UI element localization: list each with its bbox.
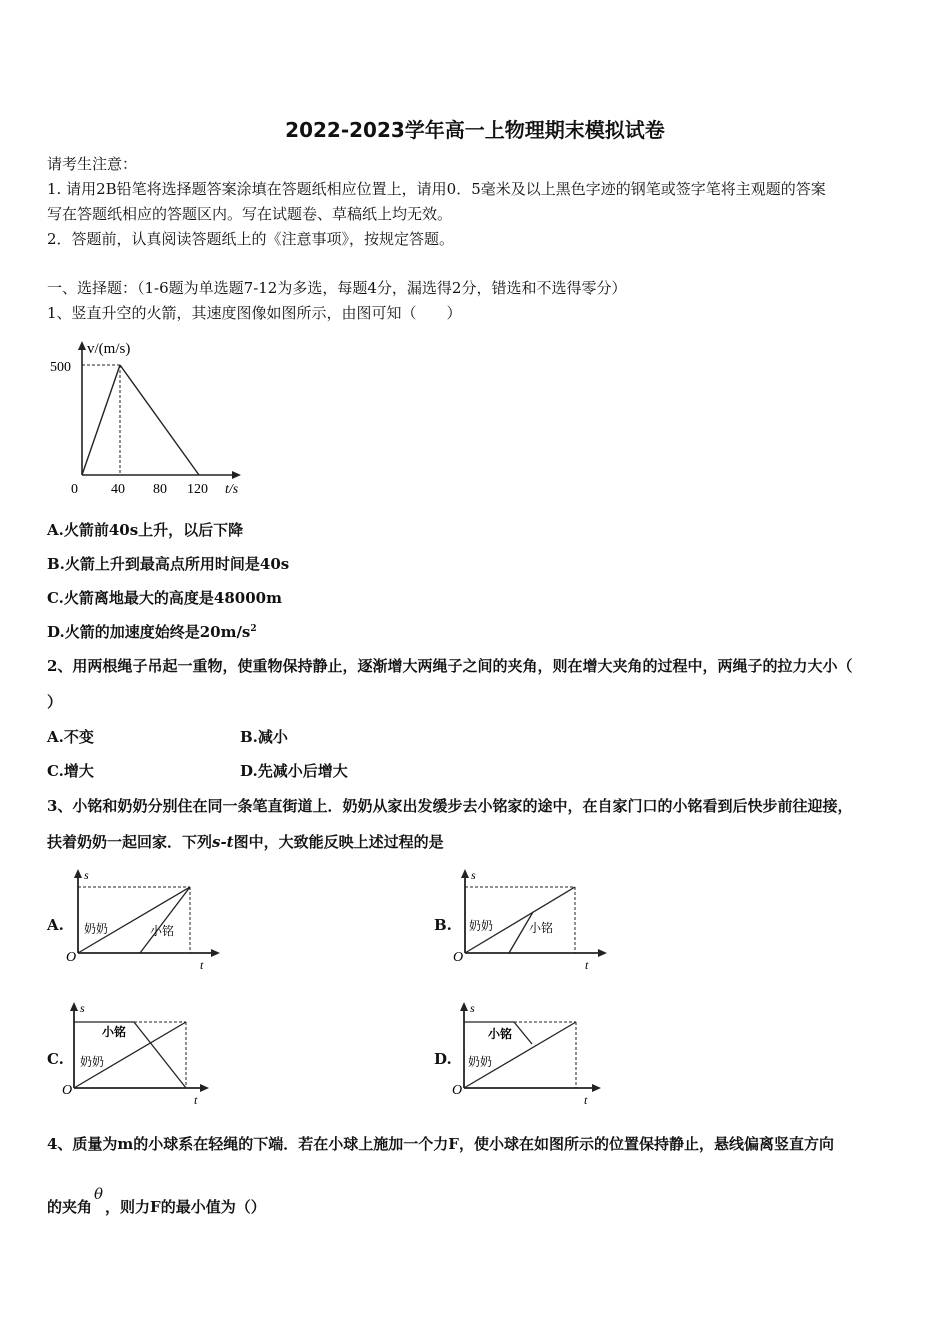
q1-option-c[interactable]: C.火箭离地最大的高度是48000m <box>47 589 282 607</box>
q3-b-grandma: 奶奶 <box>469 919 494 933</box>
q4-stem: 4、质量为m的小球系在轻绳的下端．若在小球上施加一个力F，使小球在如图所示的位置保持静止，悬线偏离竖直方向 <box>47 1135 834 1153</box>
notice-line-1a: 1. 请用2B铅笔将选择题答案涂填在答题纸相应位置上，请用0．5毫米及以上黑色字迹的钢笔或签字笔将主观题的答案 <box>47 180 826 198</box>
q1-option-d-text: D.火箭的加速度始终是20m/s <box>47 623 251 641</box>
q1-option-d[interactable] <box>47 621 257 642</box>
q1-y-tick-500: 500 <box>50 360 71 375</box>
q3-label-d[interactable]: D. <box>434 1050 452 1068</box>
q2-option-d[interactable]: D.先减小后增大 <box>240 762 348 780</box>
q3-stem-2a: 扶着奶奶一起回家．下列 <box>47 833 213 851</box>
q1-ylabel: v/(m/s) <box>87 341 131 357</box>
q1-x-tick-80: 80 <box>153 482 167 497</box>
q3-a-axis-s: s <box>84 868 89 882</box>
q2-option-b[interactable]: B.减小 <box>240 728 288 746</box>
q1-x-tick-120: 120 <box>187 482 208 497</box>
q3-b-axis-t: t <box>585 958 589 972</box>
page-title: 2022-2023学年高一上物理期末模拟试卷 <box>285 118 665 142</box>
q2-stem: 2、用两根绳子吊起一重物，使重物保持静止，逐渐增大两绳子之间的夹角，则在增大夹角的过程中，两绳子的拉力大小（ <box>47 657 853 675</box>
q1-option-b[interactable]: B.火箭上升到最高点所用时间是40s <box>47 555 290 573</box>
q4-line-2 <box>47 1185 266 1217</box>
q3-b-axis-s: s <box>471 868 476 882</box>
q3-d-axis-t: t <box>584 1093 588 1107</box>
notice-heading: 请考生注意： <box>47 155 138 173</box>
q3-graph-a[interactable] <box>62 865 227 975</box>
q3-c-grandma: 奶奶 <box>80 1055 105 1069</box>
q3-b-origin: O <box>453 950 464 965</box>
q3-d-origin: O <box>452 1083 463 1098</box>
q4-line-2b: ，则力F的最小值为（） <box>105 1198 266 1216</box>
q4-theta: θ <box>94 1185 104 1203</box>
q3-a-grandma: 奶奶 <box>84 922 109 936</box>
q3-a-xiaoming: 小铭 <box>150 924 175 938</box>
q3-c-origin: O <box>62 1083 73 1098</box>
q3-stem-2b: s-t <box>212 833 234 851</box>
q2-option-a[interactable]: A.不变 <box>47 728 94 746</box>
q2-option-c[interactable]: C.增大 <box>47 762 94 780</box>
q3-c-axis-s: s <box>80 1001 85 1015</box>
q3-label-b[interactable]: B. <box>434 916 452 934</box>
q3-d-grandma: 奶奶 <box>468 1055 493 1069</box>
q1-option-a[interactable]: A.火箭前40s上升，以后下降 <box>47 521 244 539</box>
section-heading: 一、选择题：（1-6题为单选题7-12为多选，每题4分，漏选得2分，错选和不选得零分） <box>47 279 627 297</box>
q3-a-axis-t: t <box>200 958 204 972</box>
q1-x-tick-0: 0 <box>71 482 78 497</box>
q3-graph-c[interactable] <box>58 998 223 1108</box>
q1-stem: 1、竖直升空的火箭，其速度图像如图所示，由图可知（ ） <box>47 304 462 322</box>
q3-stem: 3、小铭和奶奶分别住在同一条笔直街道上．奶奶从家出发缓步去小铭家的途中，在自家门口的小铭看到后快步前往迎接， <box>47 797 853 815</box>
q3-b-xiaoming: 小铭 <box>529 921 554 935</box>
q1-velocity-graph <box>44 333 254 503</box>
q4-line-2a: 的夹角 <box>47 1198 93 1216</box>
q1-x-tick-40: 40 <box>111 482 125 497</box>
q1-xlabel: t/s <box>225 482 239 497</box>
q3-d-axis-s: s <box>470 1001 475 1015</box>
q3-c-xiaoming: 小铭 <box>102 1025 127 1039</box>
q1-option-d-sup: 2 <box>250 624 257 634</box>
q3-a-origin: O <box>66 950 77 965</box>
q3-graph-d[interactable] <box>450 998 615 1108</box>
notice-line-1b: 写在答题纸相应的答题区内。写在试题卷、草稿纸上均无效。 <box>47 205 453 223</box>
q3-stem-2 <box>47 831 444 852</box>
q3-d-xiaoming: 小铭 <box>488 1027 513 1041</box>
q3-label-a[interactable]: A. <box>47 916 64 934</box>
q3-graph-b[interactable] <box>449 865 614 975</box>
q3-label-c[interactable]: C. <box>47 1050 64 1068</box>
q3-c-axis-t: t <box>194 1093 198 1107</box>
q2-stem-close: ） <box>47 693 63 711</box>
notice-line-2: 2．答题前，认真阅读答题纸上的《注意事项》，按规定答题。 <box>47 230 455 248</box>
q3-stem-2c: 图中，大致能反映上述过程的是 <box>233 833 444 851</box>
